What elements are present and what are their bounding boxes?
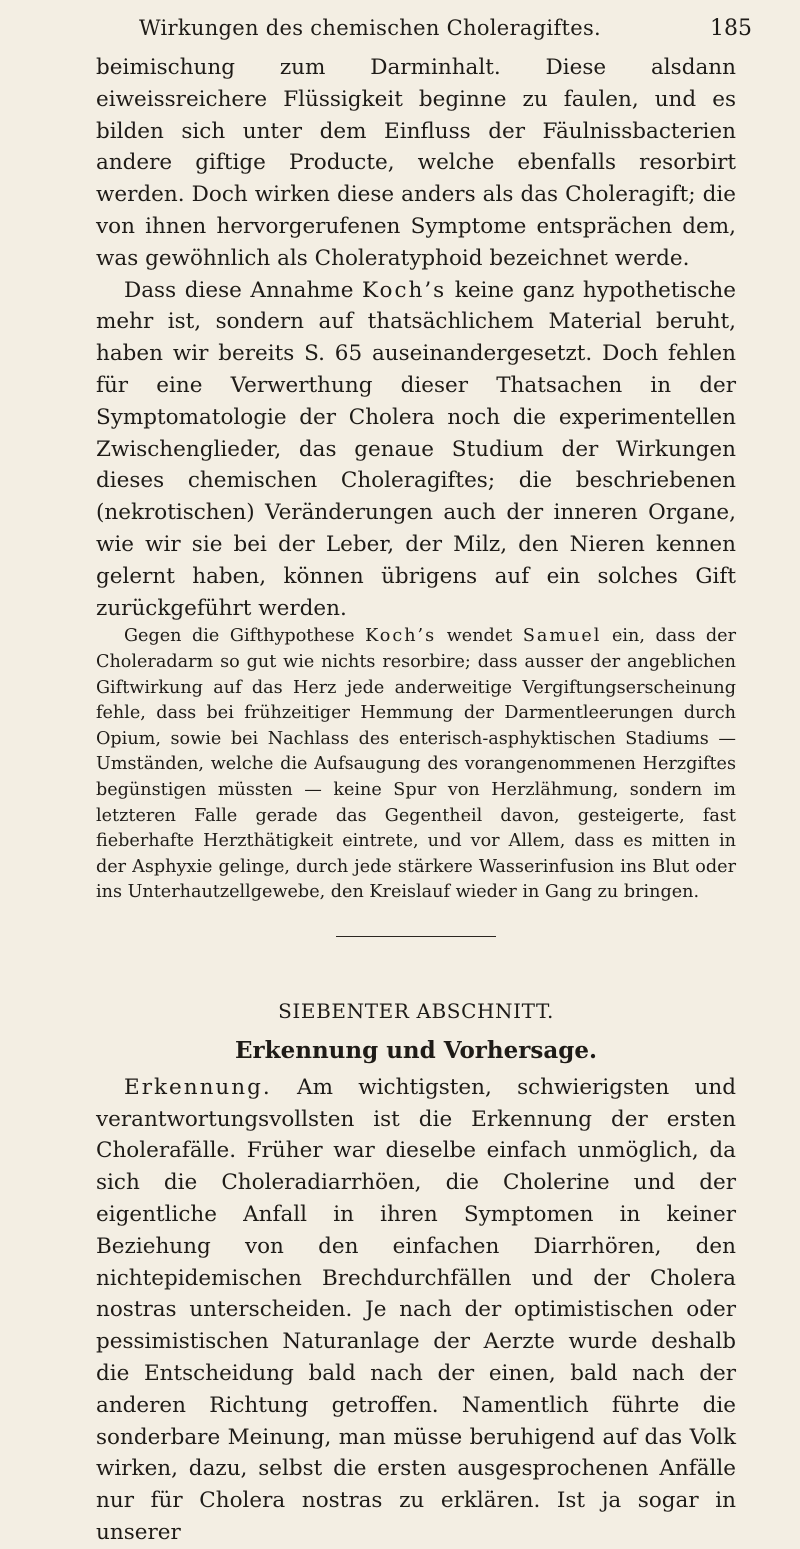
paragraph-2-start: Dass diese Annahme: [124, 277, 363, 303]
body-text: [96, 52, 736, 1549]
author-name-koch: Koch’s: [362, 277, 447, 303]
paragraph-2: [96, 275, 736, 625]
paragraph-3-small-print: [96, 624, 736, 906]
section-divider: [336, 936, 496, 937]
paragraph-4-lead: Erkennung.: [124, 1074, 272, 1100]
paragraph-3-mid: wendet: [436, 626, 523, 647]
running-head: Wirkungen des chemischen Choleragiftes.: [138, 16, 602, 40]
paragraph-1: beimischung zum Darminhalt. Diese alsdann eiweissreichere Flüssigkeit beginne zu faulen, und es bilden sich unter dem Einfluss der Fäulnissbacterien andere giftige Producte, welche ebenfalls resorbirt werden. Doch wirken diese anders als das Choleragift; die von ihnen hervorgerufenen Symptome entsprächen dem, was gewöhnlich als Choleratyphoid bezeichnet werde.: [96, 55, 736, 271]
paragraph-4: [96, 1072, 736, 1549]
page-number: 185: [710, 16, 752, 41]
paragraph-4-text: Am wichtigsten, schwierigsten und verantwortungsvollsten ist die Erkennung der ersten Cholerafälle. Früher war dieselbe einfach unmöglich, da sich die Choleradiarrhöen, die Cholerine und der eigentliche Anfall in ihren Symptomen in keiner Beziehung von den einfachen Diarrhören, den nichtepidemischen Brechdurchfällen und der Cholera nostras unterscheiden. Je nach der optimistischen oder pessimistischen Naturanlage der Aerzte wurde deshalb die Entscheidung bald nach der einen, bald nach der anderen Richtung getroffen. Namentlich führte die sonderbare Meinung, man müsse beruhigend auf das Volk wirken, dazu, selbst die ersten ausgesprochenen Anfälle nur für Cholera nostras zu erklären. Ist ja sogar in unserer: [96, 1074, 736, 1546]
author-name-koch-2: Koch’s: [365, 626, 437, 647]
section-title: SIEBENTER ABSCHNITT.: [278, 998, 554, 1023]
paragraph-2-rest: keine ganz hypothetische mehr ist, sondern auf thatsächlichem Material beruht, haben wir bereits S. 65 auseinandergesetzt. Doch fehlen für eine Verwerthung dieser Thatsachen in der Symptomatologie der Cholera noch die experimentellen Zwischenglieder, das genaue Studium der Wirkungen dieses chemischen Choleragiftes; die beschriebenen (nekrotischen) Veränderungen auch der inneren Organe, wie wir sie bei der Leber, der Milz, den Nieren kennen gelernt haben, können übrigens auf ein solches Gift zurückgeführt werden.: [96, 277, 736, 621]
section-subtitle: Erkennung und Vorhersage.: [235, 1036, 597, 1064]
author-name-samuel: Samuel: [522, 626, 602, 647]
paragraph-3-start: Gegen die Gifthypothese: [124, 626, 366, 647]
paragraph-3-rest: ein, dass der Choleradarm so gut wie nichts resorbire; dass ausser der angeblichen Giftwirkung auf das Herz jede anderweitige Vergiftungserscheinung fehle, dass bei frühzeitiger Hemmung der Darmentleerungen durch Opium, sowie bei Nachlass des enterisch-asphyktischen Stadiums — Umständen, welche die Aufsaugung des vorangenommenen Herzgiftes begünstigen müssten — keine Spur von Herzlähmung, sondern im letzteren Falle gerade das Gegentheil davon, gesteigerte, fast fieberhafte Herzthätigkeit eintrete, und vor Allem, dass es mitten in der Asphyxie gelinge, durch jede stärkere Wasserinfusion ins Blut oder ins Unterhautzellgewebe, den Kreislauf wieder in Gang zu bringen.: [96, 626, 736, 903]
